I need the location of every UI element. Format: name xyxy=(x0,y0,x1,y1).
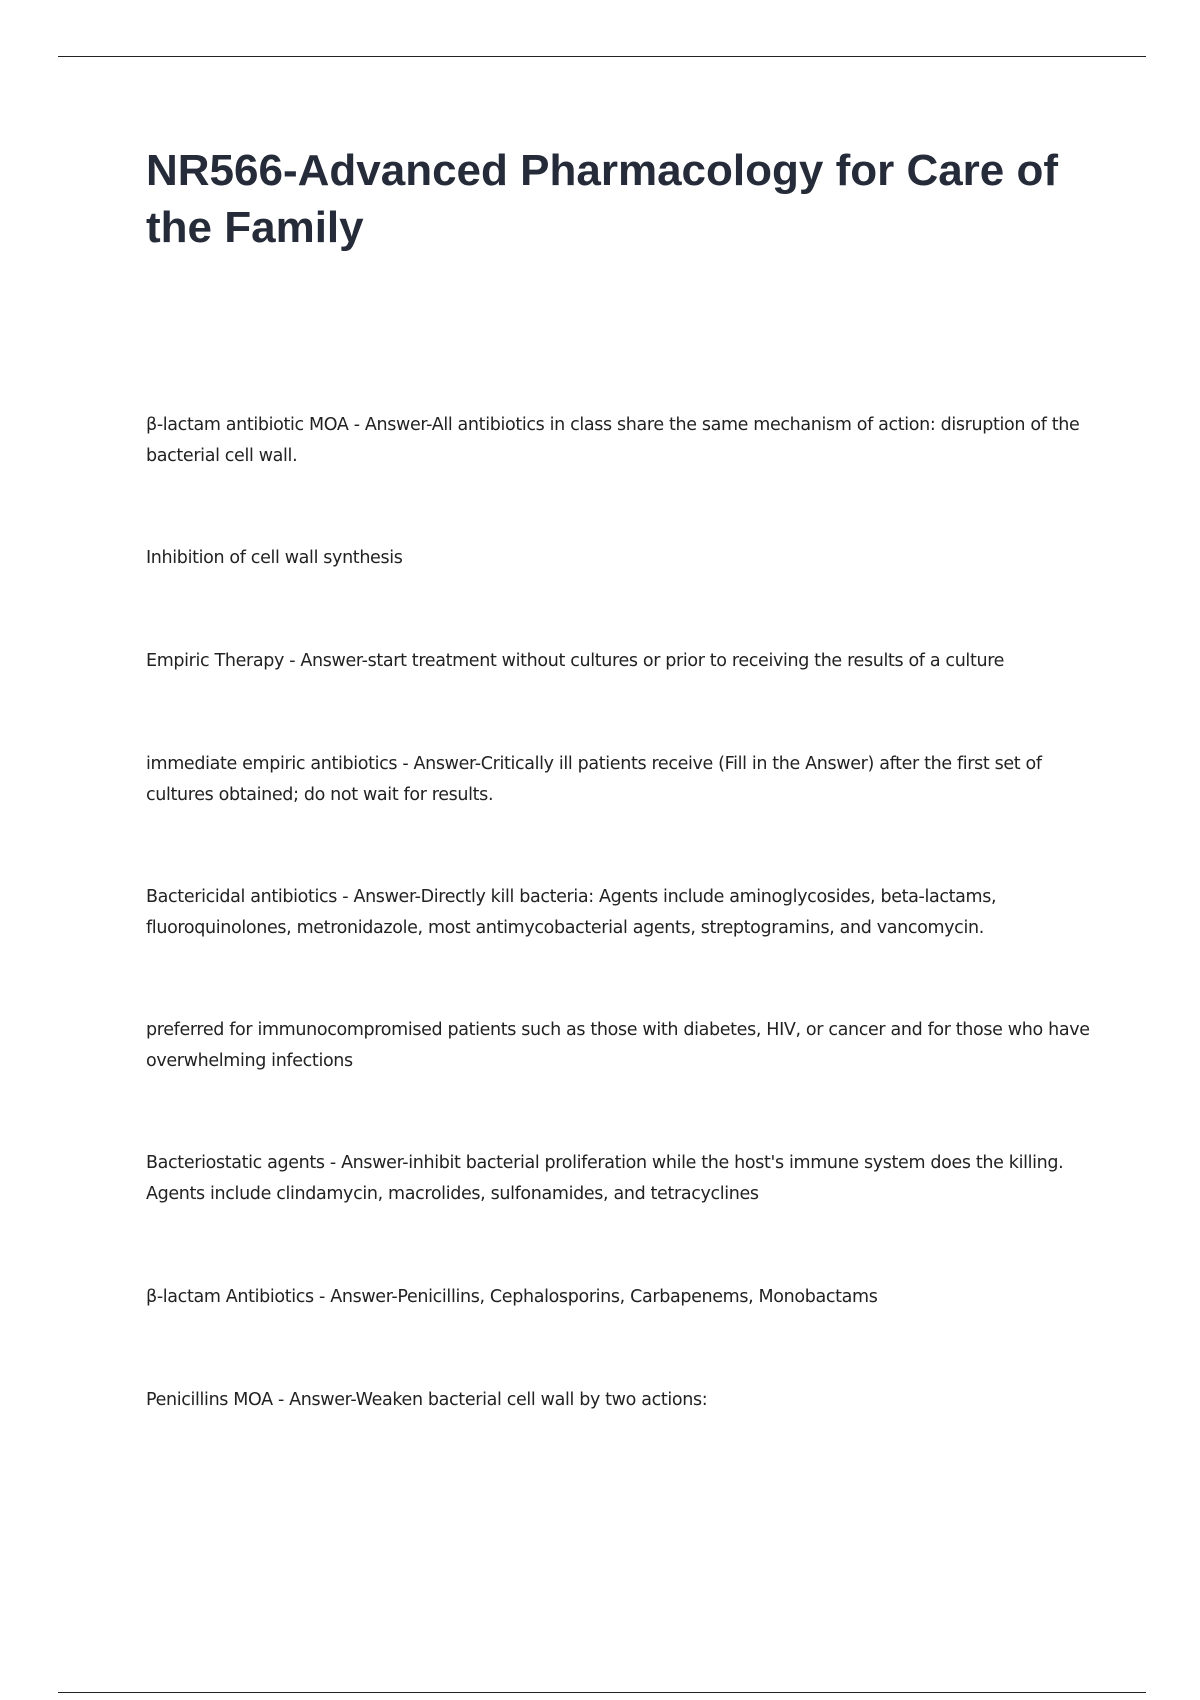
document-title: NR566-Advanced Pharmacology for Care of the Family xyxy=(146,146,1059,252)
footer-rule xyxy=(58,1692,1146,1693)
qa-entry: Bacteriostatic agents - Answer-inhibit bacterial proliferation while the host's immune system does the killing. Agents include clindamycin, macrolides, sulfonamides, and tetracyclines xyxy=(146,1153,1064,1204)
qa-entry: β-lactam Antibiotics - Answer-Penicillins, Cephalosporins, Carbapenems, Monobactams xyxy=(146,1287,878,1307)
header-rule xyxy=(58,56,1146,57)
qa-entry: Bactericidal antibiotics - Answer-Directly kill bacteria: Agents include aminoglycosides, beta-lactams, fluoroquinolones, metronidazole, most antimycobacterial agents, streptogramins, and vancomycin. xyxy=(146,887,997,938)
qa-entry: immediate empiric antibiotics - Answer-Critically ill patients receive (Fill in the Answer) after the first set of cultures obtained; do not wait for results. xyxy=(146,754,1042,805)
qa-entry: Inhibition of cell wall synthesis xyxy=(146,548,403,568)
qa-entry: β-lactam antibiotic MOA - Answer-All antibiotics in class share the same mechanism of action: disruption of the bacterial cell wall. xyxy=(146,415,1080,466)
qa-entry: Empiric Therapy - Answer-start treatment without cultures or prior to receiving the results of a culture xyxy=(146,651,1005,671)
qa-entry: preferred for immunocompromised patients such as those with diabetes, HIV, or cancer and for those who have overwhelming infections xyxy=(146,1020,1090,1071)
qa-entry: Penicillins MOA - Answer-Weaken bacterial cell wall by two actions: xyxy=(146,1390,708,1410)
